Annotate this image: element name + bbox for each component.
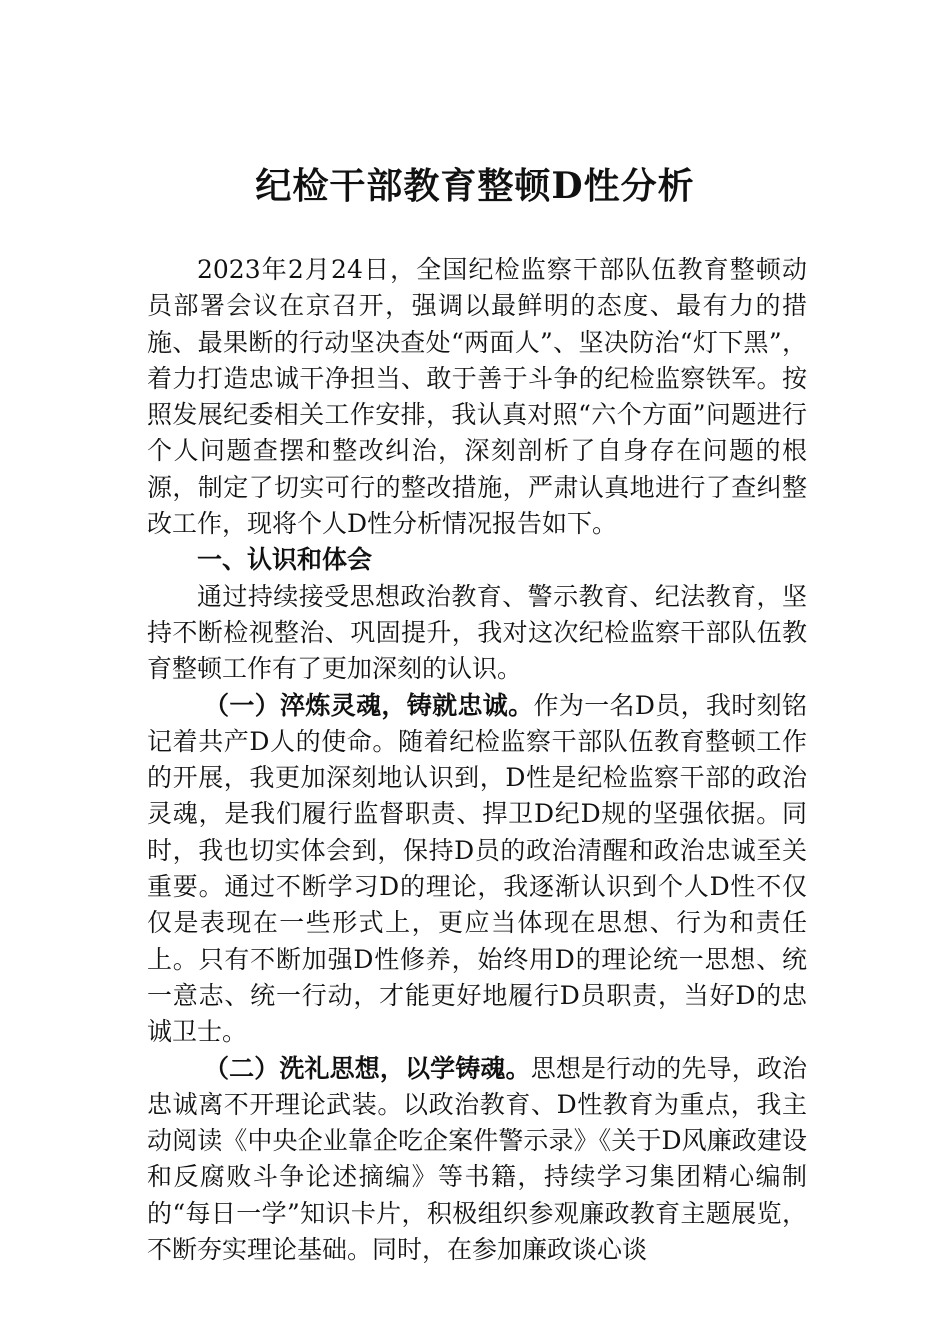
point-one-text: 作为一名D员，我时刻铭记着共产D人的使命。随着纪检监察干部队伍教育整顿工作的开展，我更加深刻地认识到，D性是纪检监察干部的政治灵魂，是我们履行监督职责、捍卫D纪D规的坚强依据。同时，我也切实体会到，保持D员的政治清醒和政治忠诚至关重要。通过不断学习D的理论，我逐渐认识到个人D性不仅仅是表现在一些形式上，更应当体现在思想、行为和责任上。只有不断加强D性修养，始终用D的理论统一思想、统一意志、统一行动，才能更好地履行D员职责，当好D的忠诚卫士。	[147, 690, 807, 1047]
intro-paragraph: 2023年2月24日，全国纪检监察干部队伍教育整顿动员部署会议在京召开，强调以最鲜明的态度、最有力的措施、最果断的行动坚决查处“两面人”、坚决防治“灯下黑”，着力打造忠诚干净担当、敢于善于斗争的纪检监察铁军。按照发展纪委相关工作安排，我认真对照“六个方面”问题进行个人问题查摆和整改纠治，深刻剖析了自身存在问题的根源，制定了切实可行的整改措施，严肃认真地进行了查纠整改工作，现将个人D性分析情况报告如下。	[147, 255, 807, 539]
point-one-lead: （一）淬炼灵魂，铸就忠诚。	[204, 690, 534, 720]
point-two-text: 思想是行动的先导，政治忠诚离不开理论武装。以政治教育、D性教育为重点，我主动阅读《中央企业靠企吃企案件警示录》《关于D风廉政建设和反腐败斗争论述摘编》等书籍，持续学习集团精心编制的“每日一学”知识卡片，积极组织参观廉政教育主题展览，不断夯实理论基础。同时，在参加廉政谈心谈	[147, 1053, 807, 1265]
document-body	[147, 252, 807, 1268]
section-intro-paragraph: 通过持续接受思想政治教育、警示教育、纪法教育，坚持不断检视整治、巩固提升，我对这次纪检监察干部队伍教育整顿工作有了更加深刻的认识。	[147, 581, 807, 684]
point-two-lead: （二）洗礼思想，以学铸魂。	[204, 1053, 531, 1083]
point-two-paragraph	[147, 1051, 807, 1269]
point-one-paragraph	[147, 688, 807, 1051]
document-title: 纪检干部教育整顿D性分析	[255, 165, 695, 207]
section-heading: 一、认识和体会	[197, 545, 373, 575]
